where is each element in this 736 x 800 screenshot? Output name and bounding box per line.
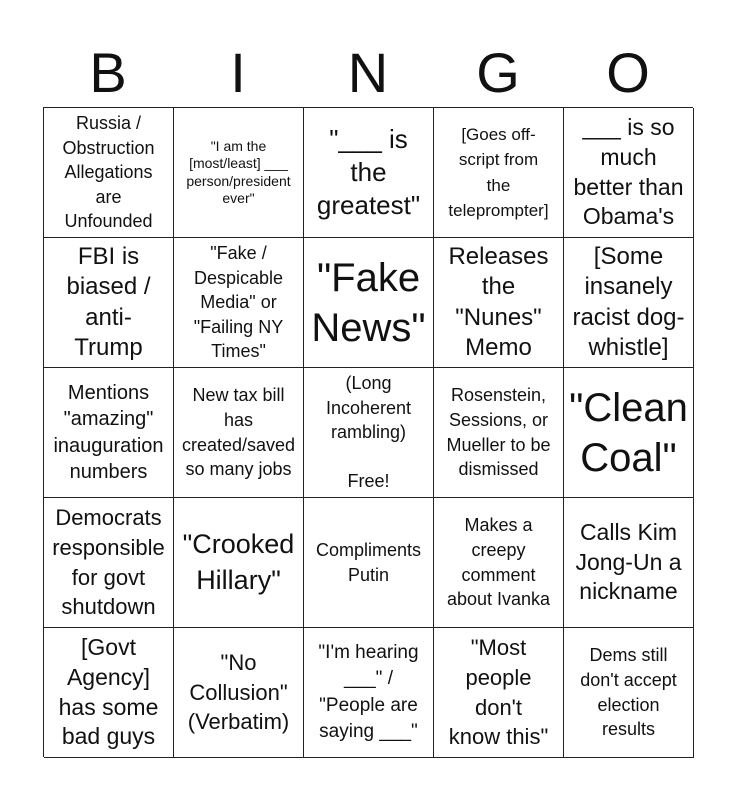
bingo-cell-r2c5[interactable] (564, 238, 694, 368)
cell-text: "___ is the greatest" (316, 123, 421, 221)
bingo-cell-r5c3[interactable] (304, 628, 434, 758)
cell-text: "I am the [most/least] ___ person/president ever" (186, 137, 291, 206)
cell-text: Rosenstein, Sessions, or Mueller to be dismissed (446, 385, 551, 480)
cell-text: [Some insanely racist dog- whistle] (572, 243, 685, 361)
bingo-cell-r3c2[interactable] (174, 368, 304, 498)
cell-text: Democrats responsible for govt shutdown (52, 505, 165, 620)
cell-text: "Fake / Despicable Media" or "Failing NY Times" (193, 242, 284, 362)
bingo-cell-r4c4[interactable] (434, 498, 564, 628)
cell-text: "Crooked Hillary" (182, 528, 295, 595)
bingo-cell-r4c1[interactable] (44, 498, 174, 628)
bingo-cell-r3c3-free-space[interactable] (304, 368, 434, 498)
cell-text: "I'm hearing ___" / "People are saying ___" (318, 642, 419, 742)
bingo-header (43, 40, 693, 106)
bingo-cell-r4c3[interactable] (304, 498, 434, 628)
bingo-cell-r3c5[interactable] (564, 368, 694, 498)
cell-text: Russia / Obstruction Allegations are Unfounded (62, 112, 155, 232)
cell-text: Compliments Putin (315, 539, 422, 585)
header-letter-o: O (606, 41, 650, 104)
header-letter-b: B (89, 41, 127, 104)
bingo-cell-r2c1[interactable] (44, 238, 174, 368)
bingo-cell-r5c1[interactable] (44, 628, 174, 758)
cell-text: "Fake News" (311, 255, 426, 350)
cell-text: "Clean Coal" (569, 385, 688, 480)
bingo-cell-r4c5[interactable] (564, 498, 694, 628)
bingo-cell-r5c2[interactable] (174, 628, 304, 758)
bingo-cell-r5c4[interactable] (434, 628, 564, 758)
bingo-cell-r2c3[interactable] (304, 238, 434, 368)
cell-text: ___ is so much better than Obama's (573, 113, 684, 230)
bingo-cell-r1c5[interactable] (564, 108, 694, 238)
header-letter-g: G (476, 41, 520, 104)
header-letter-n: N (347, 41, 389, 104)
cell-text: (Long Incoherent rambling) Free! (325, 372, 412, 492)
cell-text: "Most people don't know this" (448, 635, 549, 750)
cell-text: Dems still don't accept election results (580, 645, 677, 740)
cell-text: Makes a creepy comment about Ivanka (446, 515, 551, 610)
bingo-cell-r1c1[interactable] (44, 108, 174, 238)
cell-text: FBI is biased / anti- Trump (66, 243, 151, 361)
bingo-grid (43, 107, 693, 757)
bingo-cell-r1c4[interactable] (434, 108, 564, 238)
cell-text: Calls Kim Jong-Un a nickname (575, 518, 682, 605)
bingo-cell-r1c2[interactable] (174, 108, 304, 238)
bingo-cell-r3c1[interactable] (44, 368, 174, 498)
bingo-cell-r3c4[interactable] (434, 368, 564, 498)
cell-text: Releases the "Nunes" Memo (448, 243, 549, 361)
bingo-cell-r5c5[interactable] (564, 628, 694, 758)
cell-text: Mentions "amazing" inauguration numbers (53, 381, 164, 483)
bingo-cell-r2c4[interactable] (434, 238, 564, 368)
cell-text: New tax bill has created/saved so many jobs (181, 385, 296, 480)
header-letter-i: I (230, 41, 246, 104)
cell-text: "No Collusion" (Verbatim) (187, 649, 290, 735)
cell-text: [Govt Agency] has some bad guys (58, 633, 159, 750)
bingo-cell-r1c3[interactable] (304, 108, 434, 238)
bingo-cell-r2c2[interactable] (174, 238, 304, 368)
bingo-cell-r4c2[interactable] (174, 498, 304, 628)
cell-text: [Goes off- script from the teleprompter] (448, 124, 549, 220)
